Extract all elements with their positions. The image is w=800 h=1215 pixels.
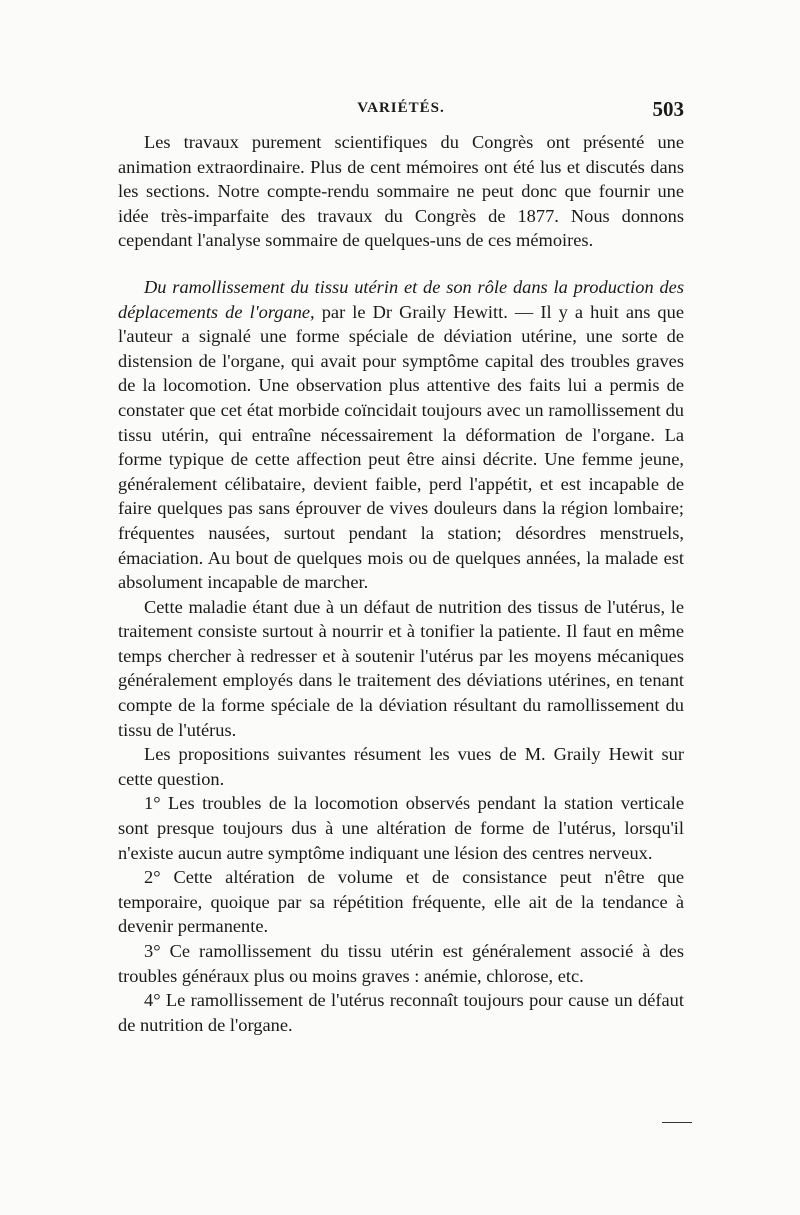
paragraph-intro: Les travaux purement scientifiques du Congrès ont présenté une animation extraordinaire. Plus de cent mémoires ont été lus et discutés dans les sections. Notre compte-rendu sommaire ne peut donc que fournir une idée très-imparfaite des travaux du Congrès de 1877. Nous donnons cependant l'analyse sommaire de quelques-uns de ces mémoires. bbox=[118, 132, 684, 251]
paragraph-article bbox=[118, 275, 684, 595]
article-title: Du ramollissement du tissu utérin et de son rôle dans la production des déplacements de l'organe, bbox=[118, 276, 684, 322]
proposition-2: 2° Cette altération de volume et de consistance peut n'être que temporaire, quoique par sa répétition fréquente, elle ait de la tendance à devenir permanente. bbox=[118, 867, 684, 937]
proposition-3: 3° Ce ramollissement du tissu utérin est généralement associé à des troubles généraux plus ou moins graves : anémie, chlorose, etc. bbox=[118, 941, 684, 986]
running-head bbox=[118, 97, 684, 124]
proposition-4: 4° Le ramollissement de l'utérus reconnaît toujours pour cause un défaut de nutrition de l'organe. bbox=[118, 990, 684, 1035]
page-number: 503 bbox=[652, 97, 684, 121]
article-text: par le Dr Graily Hewitt. — Il y a huit ans que l'auteur a signalé une forme spéciale de déviation utérine, une sorte de distension de l'organe, qui avait pour symptôme capital des troubles graves de la locomotion. Une observation plus attentive des faits lui a permis de constater que cet état morbide coïncidait toujours avec un ramollissement du tissu utérin, qui entraîne nécessairement la déformation de l'organe. La forme typique de cette affection peut être ainsi décrite. Une femme jeune, généralement célibataire, devient faible, perd l'appétit, et est incapable de faire quelques pas sans éprouver de vives douleurs dans la région lombaire; fréquentes nausées, surtout pendant la station; désordres menstruels, émaciation. Au bout de quelques mois ou de quelques années, la malade est absolument incapable de marcher. bbox=[118, 301, 684, 593]
footer-rule bbox=[662, 1122, 692, 1123]
running-title: VARIÉTÉS. bbox=[357, 100, 445, 116]
paragraph-treatment: Cette maladie étant due à un défaut de nutrition des tissus de l'utérus, le traitement consiste surtout à nourrir et à tonifier la patiente. Il faut en même temps chercher à redresser et à soutenir l'utérus par les moyens mécaniques généralement employés dans le traitement des déviations utérines, en tenant compte de la forme spéciale de la déviation résultant du ramollissement du tissu de l'utérus. bbox=[118, 596, 684, 740]
proposition-1: 1° Les troubles de la locomotion observés pendant la station verticale sont presque toujours dus à une altération de forme de l'utérus, lorsqu'il n'existe aucun autre symptôme indiquant une lésion des centres nerveux. bbox=[118, 793, 684, 863]
paragraph-propositions: Les propositions suivantes résument les vues de M. Graily Hewit sur cette question. bbox=[118, 744, 684, 789]
body-text bbox=[118, 130, 684, 1037]
